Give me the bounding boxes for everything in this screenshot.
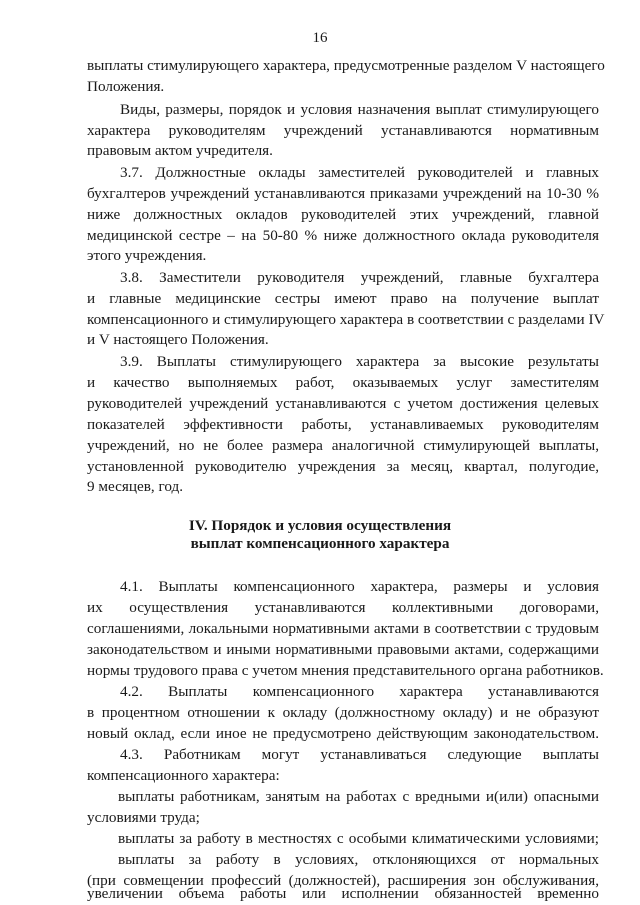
text-line: 3.9. Выплаты стимулирующего характера за высокие результаты xyxy=(120,353,599,370)
text-line: медицинской сестре – на 50-80 % ниже должностного оклада руководителя xyxy=(87,227,599,244)
text-line: 9 месяцев, год. xyxy=(87,478,184,495)
text-line: новый оклад, если иное не предусмотрено действующим законодательством. xyxy=(87,725,599,742)
text-line: Положения. xyxy=(87,78,165,95)
page-number: 16 xyxy=(312,30,328,46)
text-line: (при совмещении профессий (должностей), расширения зон обслуживания, xyxy=(87,872,599,889)
section-heading-line-2: выплат компенсационного характера xyxy=(190,535,450,552)
text-line: в процентном отношении к окладу (должностному окладу) и не образуют xyxy=(87,704,599,721)
text-line: выплаты стимулирующего характера, предусмотренные разделом V настоящего xyxy=(87,57,605,74)
text-line: компенсационного характера: xyxy=(87,767,280,784)
text-line: и V настоящего Положения. xyxy=(87,331,269,348)
text-line: установленной руководителю учреждения за месяц, квартал, полугодие, xyxy=(87,458,599,475)
text-line: ниже должностных окладов руководителей этих учреждений, главной xyxy=(87,206,599,223)
text-line: 4.2. Выплаты компенсационного характера устанавливаются xyxy=(120,683,599,700)
text-line: бухгалтеров учреждений устанавливаются приказами учреждений на 10-30 % xyxy=(87,185,599,202)
text-line: правовым актом учредителя. xyxy=(87,142,273,159)
text-line: выплаты работникам, занятым на работах с вредными и(или) опасными xyxy=(118,788,599,805)
text-line: руководителей учреждений устанавливаются с учетом достижения целевых xyxy=(87,395,599,412)
text-line: 4.3. Работникам могут устанавливаться следующие выплаты xyxy=(120,746,599,763)
text-line: Виды, размеры, порядок и условия назначения выплат стимулирующего xyxy=(120,101,599,118)
section-heading-line-1: IV. Порядок и условия осуществления xyxy=(188,517,452,534)
text-line: выплаты за работу в условиях, отклоняющихся от нормальных xyxy=(118,851,599,868)
text-line: 3.7. Должностные оклады заместителей руководителей и главных xyxy=(120,164,599,181)
text-line: и качество выполняемых работ, оказываемых услуг заместителям xyxy=(87,374,599,391)
text-line: выплаты за работу в местностях с особыми климатическими условиями; xyxy=(118,830,599,847)
text-line: нормы трудового права с учетом мнения представительного органа работников. xyxy=(87,662,604,679)
text-line: показателей эффективности работы, устанавливаемых руководителям xyxy=(87,416,599,433)
text-line: характера руководителям учреждений устанавливаются нормативным xyxy=(87,122,599,139)
text-line: компенсационного и стимулирующего характера в соответствии с разделами IV xyxy=(87,311,605,328)
text-line: законодательством и иными нормативными правовыми актами, содержащими xyxy=(87,641,599,658)
text-line: соглашениями, локальными нормативными актами в соответствии с трудовым xyxy=(87,620,599,637)
text-line: увеличении объема работы или исполнении обязанностей временно xyxy=(87,885,599,902)
text-line: их осуществления устанавливаются коллективными договорами, xyxy=(87,599,599,616)
text-line: учреждений, но не более размера аналогичной стимулирующей выплаты, xyxy=(87,437,599,454)
text-line: 3.8. Заместители руководителя учреждений, главные бухгалтера xyxy=(120,269,599,286)
text-line: и главные медицинские сестры имеют право на получение выплат xyxy=(87,290,599,307)
text-line: этого учреждения. xyxy=(87,247,207,264)
text-line: условиями труда; xyxy=(87,809,200,826)
text-line: 4.1. Выплаты компенсационного характера, размеры и условия xyxy=(120,578,599,595)
